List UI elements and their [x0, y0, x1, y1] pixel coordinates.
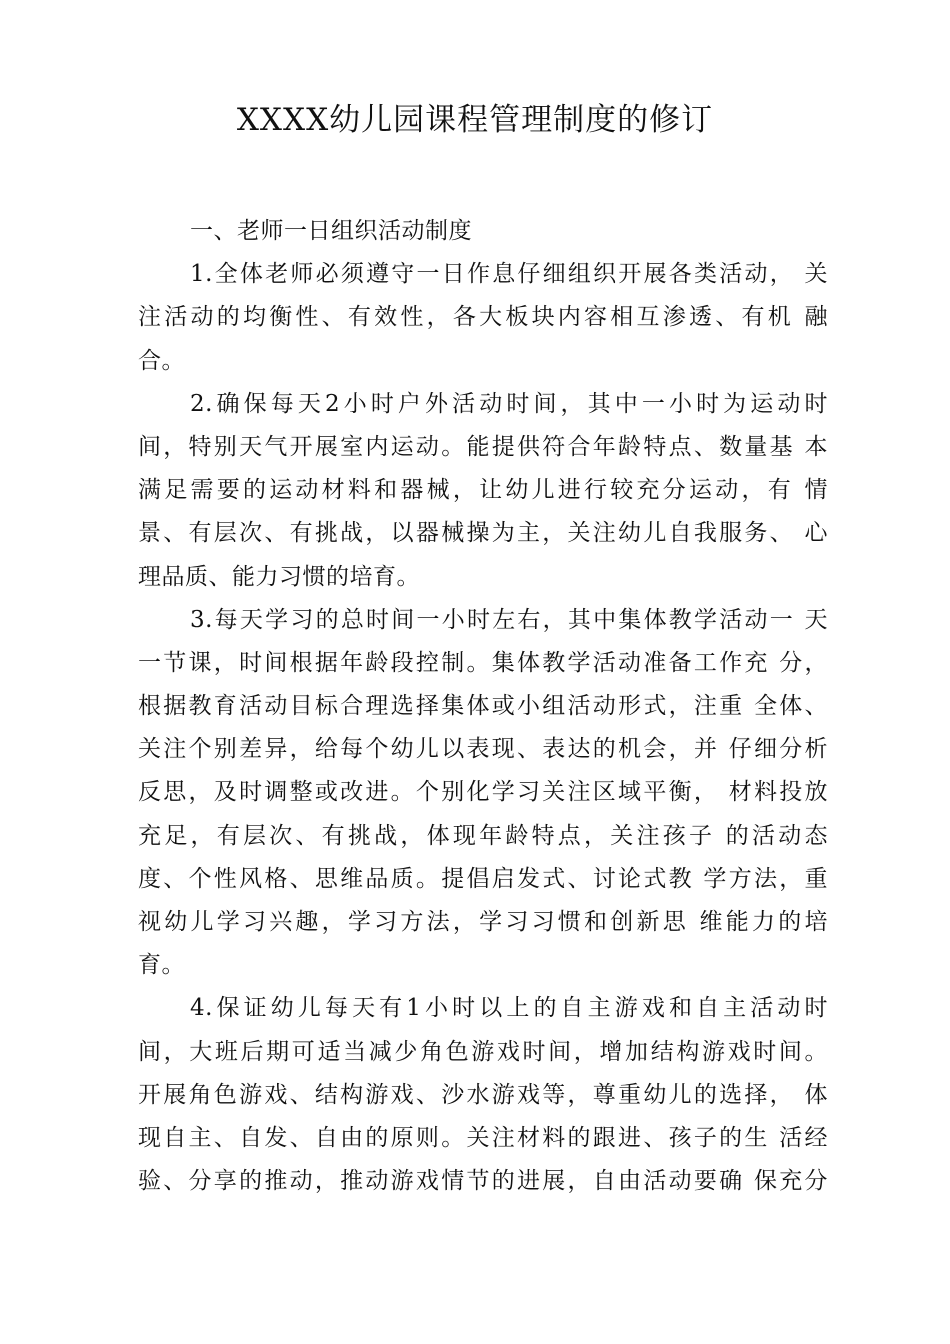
paragraph-3 [138, 599, 828, 988]
paragraph-line: 一节课，时间根据年龄段控制。集体教学活动准备工作充 分， [138, 649, 828, 676]
paragraph-line: 现自主、自发、自由的原则。关注材料的跟进、孩子的生 活经 [138, 1124, 828, 1151]
paragraph-line: 反思，及时调整或改进。个别化学习关注区域平衡， 材料投放 [138, 779, 828, 806]
paragraph-line: 1.全体老师必须遵守一日作息仔细组织开展各类活动， 关 [190, 261, 828, 288]
paragraph-line: 开展角色游戏、结构游戏、沙水游戏等，尊重幼儿的选择， 体 [138, 1081, 828, 1108]
paragraph-line: 景、有层次、有挑战，以器械操为主，关注幼儿自我服务、 心 [138, 520, 828, 547]
paragraph-line: 3.每天学习的总时间一小时左右，其中集体教学活动一 天 [190, 606, 828, 633]
paragraph-line: 根据教育活动目标合理选择集体或小组活动形式，注重 全体、 [138, 693, 828, 720]
paragraph-1 [138, 253, 828, 383]
paragraph-2 [138, 383, 828, 599]
paragraph-line: 满足需要的运动材料和器械，让幼儿进行较充分运动，有 情 [138, 477, 828, 504]
document-body [138, 210, 828, 1203]
paragraph-line: 注活动的均衡性、有效性，各大板块内容相互渗透、有机 融 [138, 304, 828, 331]
paragraph-line: 2.确保每天2小时户外活动时间，其中一小时为运动时 [190, 390, 828, 417]
paragraph-line: 度、个性风格、思维品质。提倡启发式、讨论式教 学方法，重 [138, 865, 828, 892]
document-title: XXXX幼儿园课程管理制度的修订 [236, 102, 714, 138]
paragraph-line: 间，特别天气开展室内运动。能提供符合年龄特点、数量基 本 [138, 433, 828, 460]
paragraph-line: 4.保证幼儿每天有1小时以上的自主游戏和自主活动时 [190, 995, 828, 1022]
section-heading: 一、老师一日组织活动制度 [190, 218, 472, 244]
paragraph-line: 充足，有层次、有挑战，体现年龄特点，关注孩子 的活动态 [138, 822, 828, 849]
paragraph-line: 育。 [138, 952, 185, 979]
paragraph-line: 验、分享的推动，推动游戏情节的进展，自由活动要确 保充分 [138, 1168, 828, 1195]
paragraph-line: 理品质、能力习惯的培育。 [138, 563, 420, 590]
paragraph-line: 视幼儿学习兴趣，学习方法，学习习惯和创新思 维能力的培 [138, 909, 828, 935]
paragraph-line: 合。 [138, 347, 185, 374]
paragraph-4 [138, 987, 828, 1203]
paragraph-line: 关注个别差异，给每个幼儿以表现、表达的机会，并 仔细分析 [138, 736, 828, 763]
paragraph-line: 间，大班后期可适当减少角色游戏时间，增加结构游戏时间。 [138, 1038, 828, 1065]
